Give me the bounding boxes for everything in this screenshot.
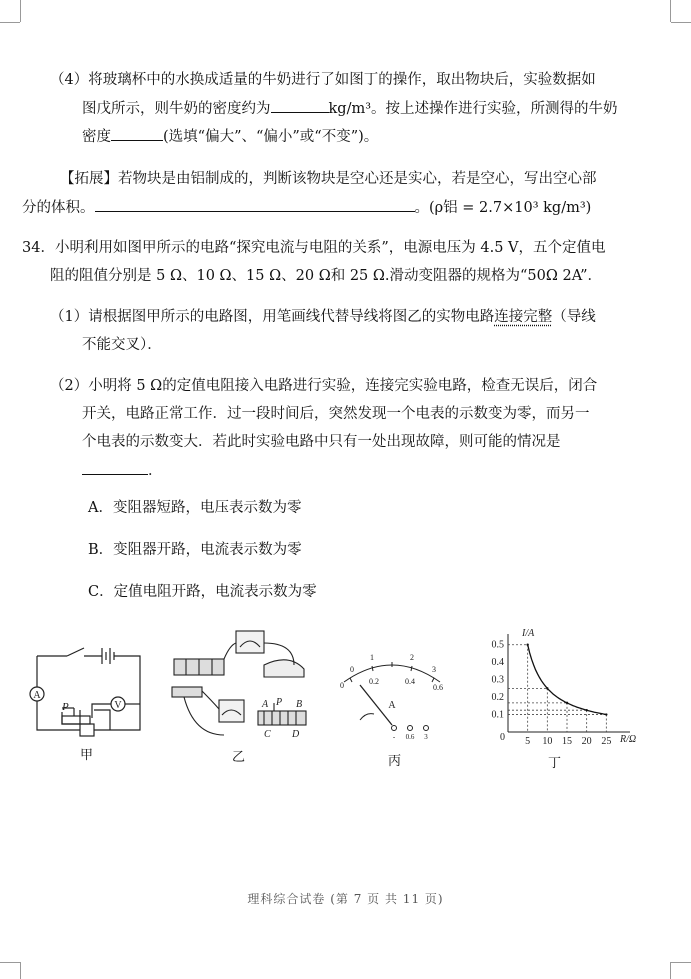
option-a[interactable]: A．变阻器短路，电压表示数为零 (88, 500, 302, 516)
chart-ylabel: I/A (522, 628, 535, 639)
dial-arc (344, 665, 440, 682)
extension-line1: 【拓展】若物块是由铝制成的，判断该物块是空心还是实心，若是空心，写出空心部 (60, 171, 597, 187)
y-tick-label: 0.1 (491, 709, 504, 721)
dial-scale-0-6: 0.6 (433, 683, 443, 692)
extension-line2: 分的体积。 。(ρ铝 = 2.7×10³ kg/m³) (22, 197, 591, 218)
rheostat (62, 716, 90, 724)
switch-device (264, 660, 304, 677)
option-c[interactable]: C．定值电阻开路，电流表示数为零 (88, 584, 317, 600)
crop-mark (20, 962, 21, 979)
crop-mark (20, 0, 21, 22)
slider-label: P (62, 701, 69, 713)
data-point (585, 709, 587, 711)
figure-yi-caption: 乙 (232, 750, 246, 765)
switch (67, 648, 84, 656)
q34-part2-line2: 开关，电路正常工作．过一段时间后，突然发现一个电表的示数变为零，而另一 (82, 406, 590, 422)
dial-zero-left: 0 (350, 665, 354, 674)
figure-ding-caption: 丁 (548, 756, 562, 771)
terminal-d-label: D (292, 729, 300, 740)
y-tick-label: 0.2 (491, 692, 504, 704)
dial-unit: A (388, 700, 396, 711)
x-tick-label: 25 (601, 736, 612, 747)
terminal-c-label: C (264, 729, 271, 740)
figure-bing-ammeter-dial (330, 640, 455, 740)
q34-line1: 34．小明利用如图甲所示的电路“探究电流与电阻的关系”，电源电压为 4.5 V，五个定值电 (22, 240, 606, 256)
page-footer: 理科综合试卷 (第 7 页 共 11 页) (247, 892, 444, 906)
q34-part2-line1: （2）小明将 5 Ω的定值电阻接入电路进行实验，连接完实验电路，检查无误后，闭合 (50, 378, 598, 394)
dial-scale-top-1: 1 (370, 653, 374, 662)
figure-bing-caption: 丙 (388, 754, 402, 769)
ammeter-device (219, 700, 244, 722)
dial-needle (360, 685, 392, 725)
figure-yi-apparatus (164, 625, 319, 745)
ammeter-label: A (33, 690, 41, 701)
crop-mark (671, 962, 691, 963)
fixed-resistor (80, 724, 94, 736)
terminal-minus: - (392, 733, 396, 740)
q33-part4-line3: 密度 (选填“偏大”、“偏小”或“不变”)。 (82, 126, 378, 147)
q34-part2-line3: 个电表的示数变大．若此时实验电路中只有一处出现故障，则可能的情况是 (82, 434, 561, 450)
q34-part2-line4: ． (82, 460, 163, 481)
q33-part4-line2: 图戊所示，则牛奶的密度约为 kg/m³。按上述操作进行实验，所测得的牛奶 (82, 98, 618, 119)
x-tick-label: 20 (581, 736, 592, 747)
chart-origin: 0 (500, 732, 505, 743)
x-tick-label: 10 (542, 736, 553, 747)
figure-jia-caption: 甲 (80, 748, 94, 763)
q34-part1-line1: （1）请根据图甲所示的电路图，用笔画线代替导线将图乙的实物电路连接完整（导线 (50, 309, 596, 325)
dial-top-3: 3 (432, 665, 436, 674)
figure-ding-chart (470, 622, 650, 752)
y-tick-label: 0.3 (491, 674, 504, 686)
crop-mark (670, 0, 671, 22)
dial-scale-0: 0 (340, 681, 344, 690)
terminal-b-label: B (296, 699, 303, 710)
rheostat-device (258, 711, 306, 725)
data-point (546, 687, 548, 689)
terminal-0-6: 0.6 (405, 733, 415, 740)
crop-mark (0, 962, 20, 963)
terminal-p-label: P (276, 697, 283, 708)
voltmeter-label: V (114, 700, 122, 711)
voltmeter-device (236, 631, 264, 653)
terminal-a-label: A (262, 699, 269, 710)
answer-blank-hollow-volume[interactable] (95, 197, 415, 212)
data-point (605, 713, 607, 715)
dial-scale-top-2: 2 (410, 653, 414, 662)
fixed-resistor-device (172, 687, 202, 697)
figure-jia-circuit (22, 638, 152, 746)
chart-xlabel: R/Ω (620, 734, 637, 745)
dial-scale-0-4: 0.4 (405, 677, 415, 686)
q33-part4-line1: （4）将玻璃杯中的水换成适量的牛奶进行了如图丁的操作，取出物块后，实验数据如 (50, 72, 596, 88)
x-tick-label: 15 (562, 736, 572, 747)
y-tick-label: 0.5 (491, 639, 504, 651)
crop-mark (0, 22, 20, 23)
x-tick-label: 5 (525, 736, 531, 747)
terminal-3: 3 (424, 733, 428, 740)
data-point (526, 644, 528, 646)
q34-line2: 阻的阻值分别是 5 Ω、10 Ω、15 Ω、20 Ω和 25 Ω.滑动变阻器的规格为“50Ω 2A”． (50, 268, 602, 284)
dial-scale-0-2: 0.2 (369, 677, 379, 686)
option-b[interactable]: B．变阻器开路，电流表示数为零 (88, 542, 302, 558)
answer-blank-fault[interactable] (82, 460, 148, 475)
answer-blank-milk-density[interactable] (271, 98, 329, 113)
data-point (566, 702, 568, 704)
answer-blank-bias[interactable] (111, 126, 163, 141)
crop-mark (671, 22, 691, 23)
crop-mark (670, 962, 671, 979)
q34-part1-line2: 不能交叉）． (82, 337, 162, 353)
y-tick-label: 0.4 (491, 657, 504, 669)
